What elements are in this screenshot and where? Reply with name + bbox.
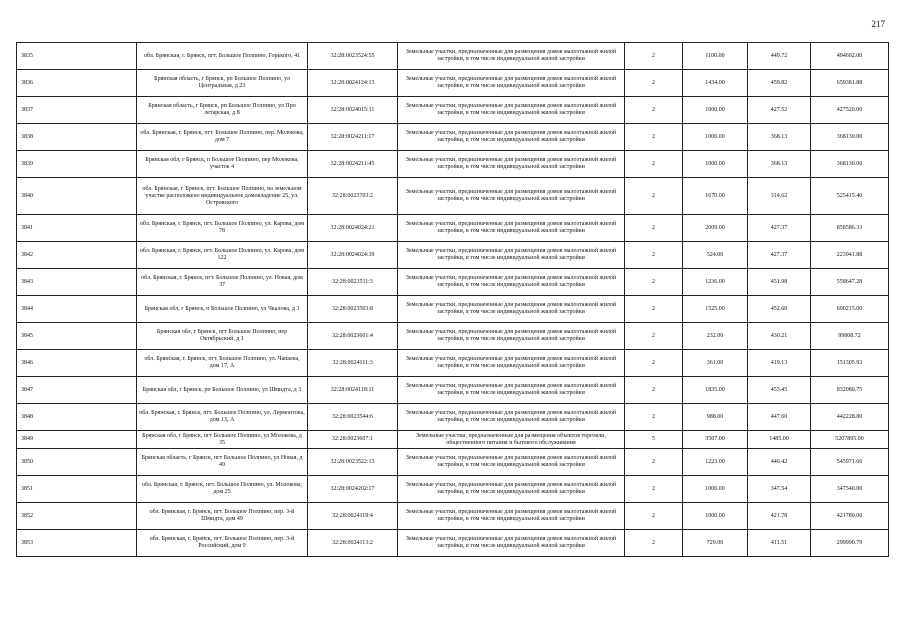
area-cell: 1000.00 [683, 151, 748, 178]
area-cell: 1835.00 [683, 377, 748, 404]
area-cell: 1236.00 [683, 269, 748, 296]
land-use-cell: Земельные участки, предназначенные для размещения домов малоэтажной жилой застройки, в том числе индивидуальной жилой застройки [398, 269, 625, 296]
land-use-cell: Земельные участки, предназначенные для размещения домов малоэтажной жилой застройки, в том числе индивидуальной жилой застройки [398, 503, 625, 530]
row-number: 3838 [17, 124, 137, 151]
group-cell: 2 [625, 377, 683, 404]
cadastral-number-cell: 32:28:0024211:45 [308, 151, 398, 178]
specific-value-cell: 411.51 [748, 530, 811, 557]
cadastral-value-cell: 545971.66 [811, 449, 889, 476]
group-cell: 2 [625, 503, 683, 530]
specific-value-cell: 453.45 [748, 377, 811, 404]
page-number: 217 [871, 19, 885, 29]
area-cell: 524.00 [683, 242, 748, 269]
row-number: 3847 [17, 377, 137, 404]
table-row [17, 215, 889, 242]
row-number: 3849 [17, 431, 137, 449]
table-row [17, 476, 889, 503]
table-row [17, 151, 889, 178]
area-cell: 988.00 [683, 404, 748, 431]
specific-value-cell: 459.82 [748, 70, 811, 97]
land-use-cell: Земельные участки, предназначенные для размещения домов малоэтажной жилой застройки, в том числе индивидуальной жилой застройки [398, 242, 625, 269]
area-cell: 232.00 [683, 323, 748, 350]
area-cell: 1434.00 [683, 70, 748, 97]
cadastral-value-cell: 99808.72 [811, 323, 889, 350]
cadastral-value-cell: 368130.00 [811, 124, 889, 151]
cadastral-value-cell: 494692.00 [811, 43, 889, 70]
land-use-cell: Земельные участки, предназначенные для размещения домов малоэтажной жилой застройки, в том числе индивидуальной жилой застройки [398, 377, 625, 404]
cadastral-number-cell: 32:28:0024202:17 [308, 476, 398, 503]
cadastral-number-cell: 32:28:0024118:11 [308, 377, 398, 404]
specific-value-cell: 368.13 [748, 151, 811, 178]
address-cell: обл. Брянская, г. Брянск, пгт. Большое Полпино, пер. Молокова, дом 7 [137, 124, 308, 151]
specific-value-cell: 427.52 [748, 97, 811, 124]
specific-value-cell: 430.21 [748, 323, 811, 350]
area-cell: 1525.00 [683, 296, 748, 323]
cadastral-value-cell: 223941.88 [811, 242, 889, 269]
cadastral-number-cell: 32:28:0024211:17 [308, 124, 398, 151]
table-row [17, 97, 889, 124]
address-cell: Брянская обл, г Брянск, п Большое Полпино, ул Чкалова, д 3 [137, 296, 308, 323]
area-cell: 1670.00 [683, 178, 748, 215]
specific-value-cell: 446.42 [748, 449, 811, 476]
group-cell: 5 [625, 431, 683, 449]
table-row [17, 296, 889, 323]
specific-value-cell: 452.60 [748, 296, 811, 323]
cadastral-number-cell: 32:28:0024124:13 [308, 70, 398, 97]
area-cell: 729.00 [683, 530, 748, 557]
address-cell: обл. Брянская, г. Брянск, пгт. Большое Полпино, пер. 3-й Российский, дом 9 [137, 530, 308, 557]
land-use-cell: Земельные участки, предназначенные для размещения домов малоэтажной жилой застройки, в том числе индивидуальной жилой застройки [398, 97, 625, 124]
specific-value-cell: 419.13 [748, 350, 811, 377]
area-cell: 1100.00 [683, 43, 748, 70]
land-use-cell: Земельные участки, предназначенные для размещения домов малоэтажной жилой застройки, в том числе индивидуальной жилой застройки [398, 178, 625, 215]
group-cell: 2 [625, 97, 683, 124]
cadastral-value-cell: 659381.88 [811, 70, 889, 97]
specific-value-cell: 314.62 [748, 178, 811, 215]
area-cell: 1000.00 [683, 124, 748, 151]
cadastral-number-cell: 32:28:0023524:55 [308, 43, 398, 70]
table-body [17, 43, 889, 557]
cadastral-value-cell: 421780.00 [811, 503, 889, 530]
cadastral-value-cell: 151305.93 [811, 350, 889, 377]
table-row [17, 70, 889, 97]
row-number: 3848 [17, 404, 137, 431]
row-number: 3850 [17, 449, 137, 476]
specific-value-cell: 427.37 [748, 215, 811, 242]
land-use-cell: Земельные участки, предназначенные для размещения домов малоэтажной жилой застройки, в том числе индивидуальной жилой застройки [398, 215, 625, 242]
table-row [17, 431, 889, 449]
address-cell: обл. Брянская, г. Брянск, пгт. Большое Полпино, на земельном участке расположено индивидуальное домовладение 25, ул. Островского [137, 178, 308, 215]
group-cell: 2 [625, 350, 683, 377]
group-cell: 2 [625, 124, 683, 151]
land-use-cell: Земельные участки, предназначенные для размещения домов малоэтажной жилой застройки, в том числе индивидуальной жилой застройки [398, 151, 625, 178]
cadastral-number-cell: 32:28:0024111:3 [308, 350, 398, 377]
specific-value-cell: 347.54 [748, 476, 811, 503]
address-cell: Брянская обл, г Брянск, пгт Большое Полпино, ул Молокова, д 35 [137, 431, 308, 449]
cadastral-value-cell: 690215.00 [811, 296, 889, 323]
group-cell: 2 [625, 151, 683, 178]
group-cell: 2 [625, 178, 683, 215]
cadastral-number-cell: 32:28:0024024:39 [308, 242, 398, 269]
address-cell: Брянская область, г Брянск, пгт Большое Полпино, ул Новая, д 49 [137, 449, 308, 476]
cadastral-number-cell: 32:28:0024113:2 [308, 530, 398, 557]
cadastral-value-cell: 5207895.00 [811, 431, 889, 449]
cadastral-value-cell: 832080.75 [811, 377, 889, 404]
row-number: 3839 [17, 151, 137, 178]
specific-value-cell: 447.60 [748, 404, 811, 431]
address-cell: обл. Брянская, г. Брянск, пгт. Большое Полпино, ул. Лермонтова, дом 13, А [137, 404, 308, 431]
table-row [17, 350, 889, 377]
land-use-cell: Земельные участки, предназначенные для размещения домов малоэтажной жилой застройки, в том числе индивидуальной жилой застройки [398, 449, 625, 476]
cadastral-number-cell: 32:28:0023601:4 [308, 323, 398, 350]
address-cell: обл. Брянская, г. Брянск, пгт. Большое Полпино, пер. 3-й Шмидта, дом 49 [137, 503, 308, 530]
row-number: 3846 [17, 350, 137, 377]
land-plots-table [16, 42, 889, 557]
land-use-cell: Земельные участки, предназначенные для размещения домов малоэтажной жилой застройки, в том числе индивидуальной жилой застройки [398, 296, 625, 323]
cadastral-number-cell: 32:28:0024015:11 [308, 97, 398, 124]
row-number: 3845 [17, 323, 137, 350]
specific-value-cell: 1485.00 [748, 431, 811, 449]
row-number: 3844 [17, 296, 137, 323]
land-use-cell: Земельные участки, предназначенные для размещения домов малоэтажной жилой застройки, в том числе индивидуальной жилой застройки [398, 530, 625, 557]
land-use-cell: Земельные участки, предназначенные для размещения домов малоэтажной жилой застройки, в том числе индивидуальной жилой застройки [398, 476, 625, 503]
cadastral-value-cell: 858586.33 [811, 215, 889, 242]
row-number: 3853 [17, 530, 137, 557]
address-cell: обл. Брянская, г. Брянск, пгт. Большое Полпино, ул. Карова, дом 122 [137, 242, 308, 269]
specific-value-cell: 421.78 [748, 503, 811, 530]
cadastral-value-cell: 299990.79 [811, 530, 889, 557]
area-cell: 361.00 [683, 350, 748, 377]
cadastral-value-cell: 427520.00 [811, 97, 889, 124]
cadastral-number-cell: 32:28:0023522:13 [308, 449, 398, 476]
group-cell: 2 [625, 530, 683, 557]
row-number: 3840 [17, 178, 137, 215]
cadastral-value-cell: 368130.00 [811, 151, 889, 178]
row-number: 3837 [17, 97, 137, 124]
address-cell: обл. Брянская, г. Брянск, пгт. Большое Полпино, ул. Чапаева, дом 17, А [137, 350, 308, 377]
specific-value-cell: 451.98 [748, 269, 811, 296]
cadastral-value-cell: 525415.40 [811, 178, 889, 215]
group-cell: 2 [625, 242, 683, 269]
address-cell: обл. Брянская, г. Брянск, пгт. Большое Полпино, ул. Молокова, дом 25 [137, 476, 308, 503]
group-cell: 2 [625, 70, 683, 97]
row-number: 3835 [17, 43, 137, 70]
group-cell: 2 [625, 269, 683, 296]
row-number: 3843 [17, 269, 137, 296]
area-cell: 1000.00 [683, 476, 748, 503]
table-row [17, 323, 889, 350]
cadastral-value-cell: 347540.00 [811, 476, 889, 503]
specific-value-cell: 368.13 [748, 124, 811, 151]
address-cell: Брянская область, г Брянск, рп Большое Полпино, ул Центральная, д 23 [137, 70, 308, 97]
row-number: 3841 [17, 215, 137, 242]
address-cell: обл. Брянская, г. Брянск, пгт. Большое Полпино, Горького, 41 [137, 43, 308, 70]
group-cell: 2 [625, 449, 683, 476]
area-cell: 1223.00 [683, 449, 748, 476]
land-use-cell: Земельные участки, предназначенные для размещения домов малоэтажной жилой застройки, в том числе индивидуальной жилой застройки [398, 404, 625, 431]
table-row [17, 449, 889, 476]
group-cell: 2 [625, 323, 683, 350]
cadastral-value-cell: 442228.80 [811, 404, 889, 431]
address-cell: Брянская обл, г Брянск, пгт Большое Полпино, пер Октябрьский, д 1 [137, 323, 308, 350]
table-row [17, 404, 889, 431]
cadastral-number-cell: 32:28:0024024:21 [308, 215, 398, 242]
area-cell: 1000.00 [683, 97, 748, 124]
land-use-cell: Земельные участки, предназначенные для размещения домов малоэтажной жилой застройки, в том числе индивидуальной жилой застройки [398, 350, 625, 377]
cadastral-number-cell: 32:28:0023511:3 [308, 269, 398, 296]
table-row [17, 503, 889, 530]
table-row [17, 530, 889, 557]
specific-value-cell: 427.37 [748, 242, 811, 269]
group-cell: 2 [625, 404, 683, 431]
cadastral-value-cell: 558647.28 [811, 269, 889, 296]
cadastral-number-cell: 32:28:0023544:6 [308, 404, 398, 431]
table-row [17, 242, 889, 269]
land-use-cell: Земельные участки, предназначенные для размещения домов малоэтажной жилой застройки, в том числе индивидуальной жилой застройки [398, 43, 625, 70]
address-cell: Брянская область, г Брянск, рп Большое Полпино, ул Про летарская, д 8 [137, 97, 308, 124]
cadastral-number-cell: 32:28:0024119:4 [308, 503, 398, 530]
group-cell: 2 [625, 296, 683, 323]
table-row [17, 269, 889, 296]
table-row [17, 124, 889, 151]
address-cell: обл. Брянская, г. Брянск, пгт. Большое Полпино, ул. Карова, дом 78 [137, 215, 308, 242]
table-row [17, 43, 889, 70]
row-number: 3842 [17, 242, 137, 269]
table-row [17, 178, 889, 215]
address-cell: Брянская обл, г Брянск, п Большое Полпино, пер Молокова, участок 4 [137, 151, 308, 178]
land-use-cell: Земельные участки, предназначенные для размещения домов малоэтажной жилой застройки, в том числе индивидуальной жилой застройки [398, 124, 625, 151]
row-number: 3851 [17, 476, 137, 503]
cadastral-number-cell: 32:28:0023607:1 [308, 431, 398, 449]
land-use-cell: Земельные участки, предназначенные для размещения объектов торговли, общественного питания и бытового обслуживания [398, 431, 625, 449]
address-cell: обл. Брянская, г. Брянск, пгт. Большое Полпино, ул. Новая, дом 37 [137, 269, 308, 296]
address-cell: Брянская обл, г Брянск, рп Большое Полпино, ул Шмидта, д 3 [137, 377, 308, 404]
area-cell: 3507.00 [683, 431, 748, 449]
cadastral-number-cell: 32:28:0023503:8 [308, 296, 398, 323]
specific-value-cell: 449.72 [748, 43, 811, 70]
table-row [17, 377, 889, 404]
cadastral-number-cell: 32:28:0023703:2 [308, 178, 398, 215]
group-cell: 2 [625, 476, 683, 503]
area-cell: 1000.00 [683, 503, 748, 530]
row-number: 3836 [17, 70, 137, 97]
land-use-cell: Земельные участки, предназначенные для размещения домов малоэтажной жилой застройки, в том числе индивидуальной жилой застройки [398, 323, 625, 350]
area-cell: 2009.00 [683, 215, 748, 242]
group-cell: 2 [625, 43, 683, 70]
row-number: 3852 [17, 503, 137, 530]
group-cell: 2 [625, 215, 683, 242]
land-use-cell: Земельные участки, предназначенные для размещения домов малоэтажной жилой застройки, в том числе индивидуальной жилой застройки [398, 70, 625, 97]
